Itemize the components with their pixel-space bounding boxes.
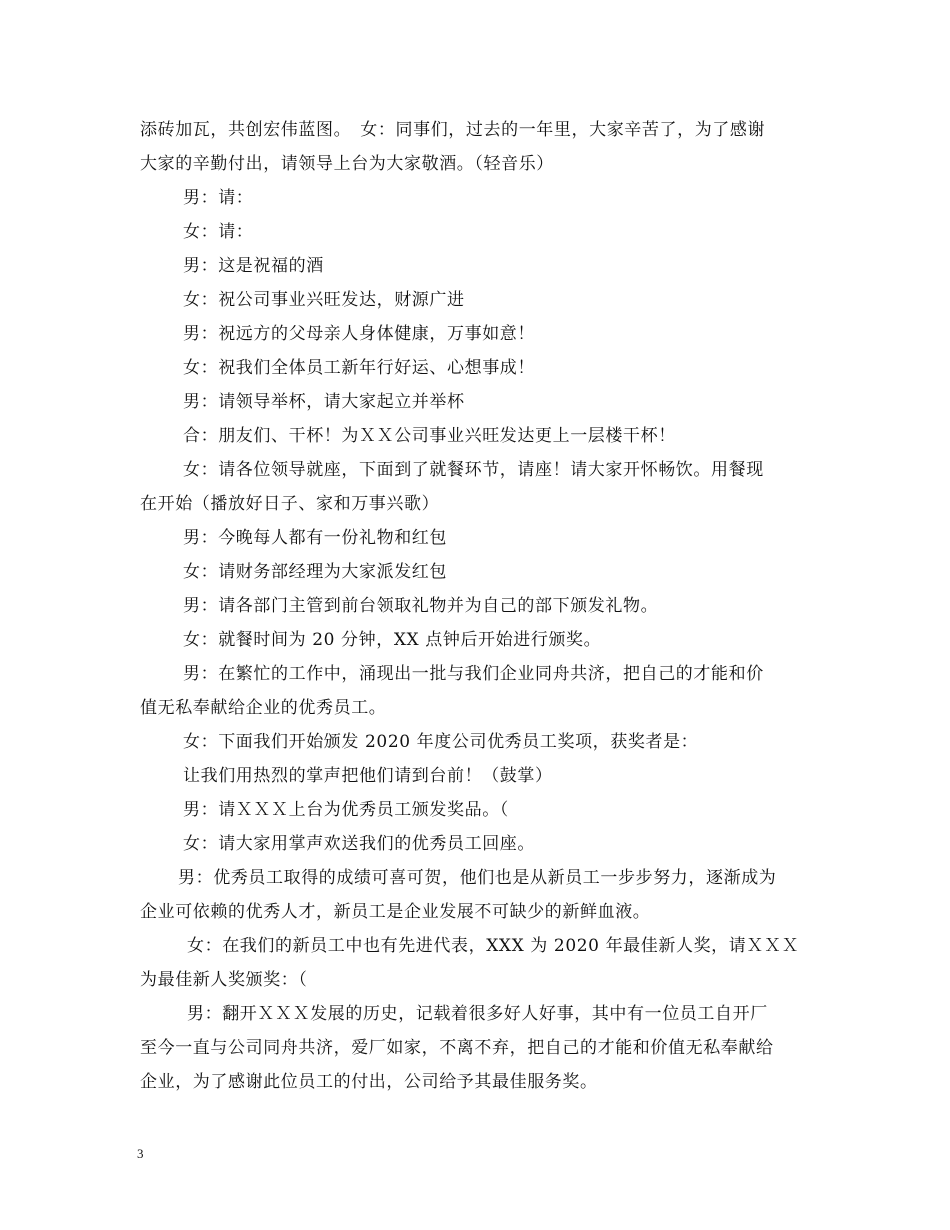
text-line: 男：请领导举杯，请大家起立并举杯 <box>183 392 465 412</box>
text-line: 让我们用热烈的掌声把他们请到台前！（鼓掌） <box>183 766 553 786</box>
text-line: 女：祝我们全体员工新年行好运、心想事成！ <box>183 358 535 378</box>
text-line: 女：请大家用掌声欢送我们的优秀员工回座。 <box>183 834 535 854</box>
text-line: 添砖加瓦，共创宏伟蓝图。 女：同事们，过去的一年里，大家辛苦了，为了感谢 <box>140 120 766 140</box>
text-line: 为最佳新人奖颁奖：（ <box>140 970 308 990</box>
text-line: 企业可依赖的优秀人才，新员工是企业发展不可缺少的新鲜血液。 <box>140 902 651 922</box>
text-line: 至今一直与公司同舟共济，爱厂如家，不离不弃，把自己的才能和价值无私奉献给 <box>140 1038 774 1058</box>
text-line: 男：优秀员工取得的成绩可喜可贺，他们也是从新员工一步步努力，逐渐成为 <box>178 868 777 888</box>
text-line: 男：祝远方的父母亲人身体健康，万事如意！ <box>183 324 535 344</box>
text-line: 女：请： <box>183 222 254 242</box>
text-line: 女：在我们的新员工中也有先进代表，XXX 为 2020 年最佳新人奖，请ＸＸＸ <box>187 936 800 956</box>
text-line: 女：祝公司事业兴旺发达，财源广进 <box>183 290 465 310</box>
text-line: 男：请： <box>183 188 254 208</box>
text-line: 女：就餐时间为 20 分钟，XX 点钟后开始进行颁奖。 <box>183 630 602 650</box>
text-line: 在开始（播放好日子、家和万事兴歌） <box>140 494 440 514</box>
text-line: 女：下面我们开始颁发 2020 年度公司优秀员工奖项，获奖者是： <box>183 732 699 752</box>
text-line: 值无私奉献给企业的优秀员工。 <box>140 698 387 718</box>
text-line: 男：在繁忙的工作中，涌现出一批与我们企业同舟共济，把自己的才能和价 <box>183 664 764 684</box>
text-line: 女：请各位领导就座，下面到了就餐环节，请座！请大家开怀畅饮。用餐现 <box>183 460 764 480</box>
text-line: 大家的辛勤付出，请领导上台为大家敬酒。（轻音乐） <box>140 154 554 174</box>
text-line: 男：这是祝福的酒 <box>183 256 324 276</box>
text-line: 男：翻开ＸＸＸ发展的历史，记载着很多好人好事，其中有一位员工自开厂 <box>187 1004 768 1024</box>
text-line: 男：请ＸＸＸ上台为优秀员工颁发奖品。（ <box>183 800 509 820</box>
text-line: 企业，为了感谢此位员工的付出，公司给予其最佳服务奖。 <box>140 1072 598 1092</box>
text-line: 合：朋友们、干杯！为ＸＸ公司事业兴旺发达更上一层楼干杯！ <box>183 426 676 446</box>
text-line: 男：今晚每人都有一份礼物和红包 <box>183 528 447 548</box>
page-number: 3 <box>137 1146 144 1161</box>
text-line: 男：请各部门主管到前台领取礼物并为自己的部下颁发礼物。 <box>183 596 659 616</box>
text-line: 女：请财务部经理为大家派发红包 <box>183 562 447 582</box>
